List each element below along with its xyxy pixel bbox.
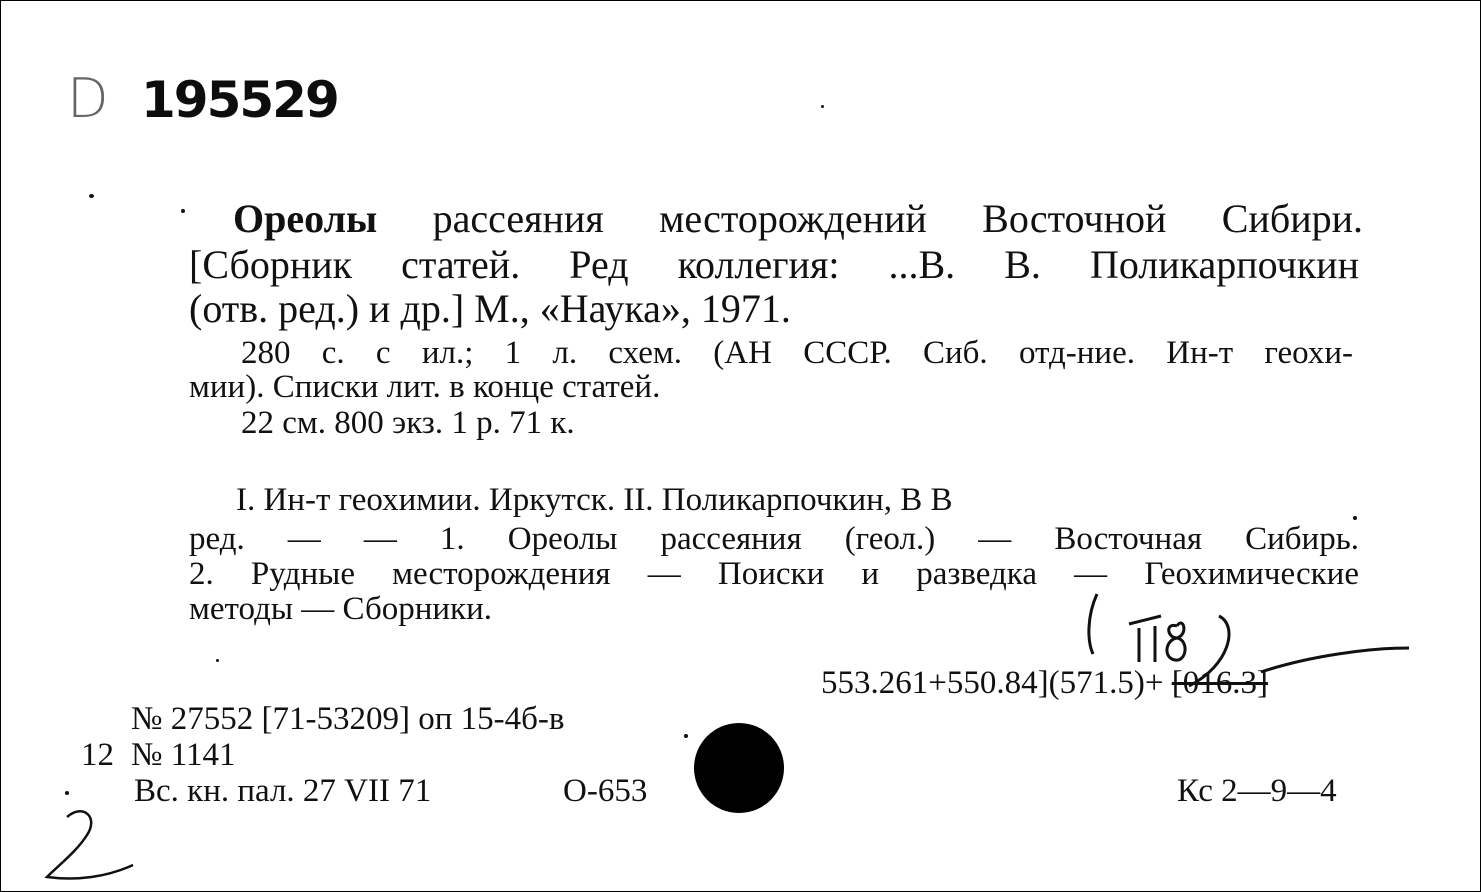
inventory-prefix: D: [67, 67, 109, 130]
inventory-number: 195529: [141, 71, 338, 129]
publisher-line: (отв. ред.) и др.] М., «Наука», 1971.: [189, 286, 791, 331]
subject-line-4: методы — Сборники.: [189, 591, 492, 627]
speck: [89, 194, 94, 198]
speck: [1353, 516, 1357, 520]
editor-line: [Сборник статей. Ред коллегия: ...В. В. Поликарпочкин: [189, 242, 1359, 287]
speck: [684, 734, 688, 738]
speck: [216, 659, 219, 662]
printing-info: Вс. кн. пал. 27 VII 71: [134, 773, 432, 809]
subject-line-2: ред. — — 1. Ореолы рассеяния (геол.) — Восточная Сибирь.: [189, 521, 1359, 557]
subject-line-1: I. Ин-т геохимии. Иркутск. II. Поликарпочкин, В В: [236, 482, 953, 518]
speck: [181, 209, 185, 213]
order-prefix: 12: [81, 737, 114, 773]
udc-main: 553.261+550.84](571.5)+: [821, 665, 1164, 701]
speck: [821, 105, 824, 108]
title-bold: Ореолы: [233, 196, 378, 241]
order-number: № 1141: [131, 737, 236, 773]
title-line: [233, 196, 1364, 241]
udc-classification: [821, 665, 1268, 702]
punch-hole: [694, 723, 784, 813]
description-line-2: мии). Списки лит. в конце статей.: [189, 369, 661, 405]
subject-line-3: 2. Рудные месторождения — Поиски и разведка — Геохимические: [189, 556, 1359, 592]
title-rest: рассеяния месторождений Восточной Сибири.: [432, 196, 1364, 241]
handwritten-mark-2: [37, 803, 147, 885]
speck: [65, 791, 69, 795]
description-line-3: 22 см. 800 экз. 1 р. 71 к.: [241, 405, 575, 441]
udc-struck: [016.3]: [1171, 665, 1268, 701]
card-code: Кс 2—9—4: [1177, 773, 1337, 809]
order-line: № 27552 [71-53209] оп 15-4б-в: [131, 701, 565, 737]
printing-code: О-653: [563, 773, 648, 809]
description-line-1: 280 с. с ил.; 1 л. схем. (АН СССР. Сиб. отд-ние. Ин-т геохи-: [241, 335, 1353, 371]
